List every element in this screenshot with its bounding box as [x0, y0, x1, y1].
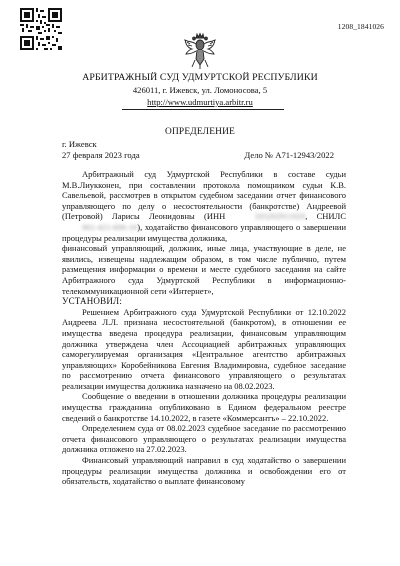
document-date: 27 февраля 2023 года: [62, 150, 140, 160]
paragraph-decision: Решением Арбитражного суда Удмуртской Республики от 12.10.2022 Андреева Л.Л. признана несостоятельной (банкротом), в отношении ее имущества введена процедура реализации, финансовым управляющим должника утверждена член Ассоциацией арбитражных управляющих саморегулируемая организация «Центральное агентство арбитражных управляющих» Коробейникова Евгения Владимировна, судебное заседание по рассмотрению отчета финансового управляющего о результатах реализации имущества должника назначено на 08.02.2023.: [62, 306, 346, 391]
paragraph-intro: [62, 169, 346, 243]
document-body: [62, 169, 346, 487]
redacted-inn: 183202911020: [254, 211, 306, 222]
court-address: 426011, г. Ижевск, ул. Ломоносова, 5: [132, 85, 268, 95]
paragraph-motion: Финансовый управляющий направил в суд ходатайство о завершении процедуры реализации имущества должника и освобождении его от обязательств, ходатайство о выплате финансовому: [62, 455, 346, 487]
court-website: [0, 97, 400, 107]
court-website-link[interactable]: http://www.udmurtiya.arbitr.ru: [147, 97, 253, 107]
redacted-snils: 061-421-606-16: [82, 221, 138, 232]
paragraph-parties: финансовый управляющий, должник, иные лица, участвующие в деле, не явились, извещены надлежащим образом, в том числе публично, путем размещения информации о времени и месте судебного заседания на сайте Арбитражного суда Удмуртской Республики в информационно-телекоммуникационной сети «Интернет»,: [62, 243, 346, 296]
paragraph-intro-text: Арбитражный суд Удмуртской Республики в составе судьи М.В.Лиукконен, при составлении протокола помощником судьи К.В. Савельевой, рассмотрев в открытом судебном заседании отчет финансового управляющего по делу о несостоятельности (банкротстве) Андреевой (Петровой) Ларисы Леонидовны (ИНН: [62, 169, 346, 222]
paragraph-postponement: Определением суда от 08.02.2023 судебное заседание по рассмотрению отчета финансового управляющего о результатах реализации имущества должника отложено на 27.02.2023.: [62, 423, 346, 455]
coat-of-arms-icon: [183, 32, 217, 70]
case-number: Дело № А71-12943/2022: [244, 150, 334, 160]
court-name: АРБИТРАЖНЫЙ СУД УДМУРТСКОЙ РЕСПУБЛИКИ: [82, 72, 318, 83]
qr-code-icon: [20, 8, 62, 50]
header-divider: [122, 109, 284, 110]
paragraph-intro-text: , СНИЛС: [305, 211, 346, 222]
document-title: ОПРЕДЕЛЕНИЕ: [164, 127, 236, 137]
city: г. Ижевск: [62, 139, 97, 149]
resolved-heading: УСТАНОВИЛ:: [62, 296, 123, 307]
paragraph-publication: Сообщение о введении в отношении должника процедуры реализации имущества гражданина опубликовано в Едином федеральном реестре сведений о банкротстве 14.10.2022, в газете «Коммерсантъ» – 22.10.2022.: [62, 391, 346, 423]
paragraph-intro-text: ), ходатайство финансового управляющего о завершении процедуры реализации имущества должника,: [62, 221, 346, 243]
document-code: 1208_1841026: [337, 22, 384, 31]
